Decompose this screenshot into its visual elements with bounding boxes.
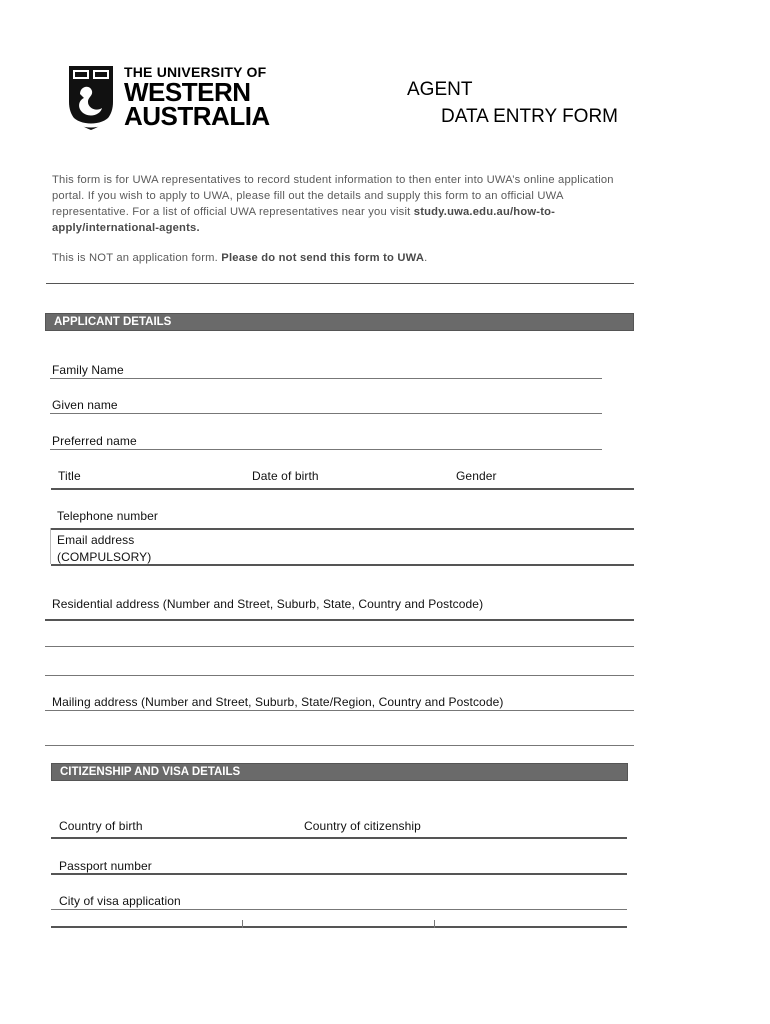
citizenship-section-title: CITIZENSHIP AND VISA DETAILS <box>60 766 241 778</box>
logo-line3: AUSTRALIA <box>124 101 270 131</box>
family-name-label: Family Name <box>52 363 124 377</box>
dob-label: Date of birth <box>252 469 319 483</box>
residential-address-label: Residential address (Number and Street, Suburb, State, Country and Postcode) <box>52 597 484 611</box>
residential-address-line1[interactable] <box>45 619 634 621</box>
intro-paragraph <box>52 172 632 236</box>
mailing-address-line2[interactable] <box>45 745 634 746</box>
title-dob-gender-field[interactable] <box>51 488 634 490</box>
country-field[interactable] <box>51 837 627 839</box>
residential-address-line3[interactable] <box>45 675 634 676</box>
notice-paragraph <box>52 252 427 264</box>
notice-end: . <box>424 252 428 264</box>
citizenship-bottom-rule <box>51 926 627 928</box>
email-field[interactable] <box>51 564 634 566</box>
country-of-birth-label: Country of birth <box>59 819 143 833</box>
given-name-label: Given name <box>52 398 118 412</box>
email-label-line1: Email address <box>57 533 135 547</box>
intro-end: . <box>196 222 200 234</box>
notice-prefix: This is NOT an application form. <box>52 252 222 264</box>
given-name-field[interactable] <box>50 413 602 414</box>
email-label <box>57 532 151 566</box>
form-title-line2: DATA ENTRY FORM <box>441 106 619 127</box>
form-title-line1: AGENT <box>407 79 473 100</box>
applicant-section-header <box>45 313 634 331</box>
preferred-name-field[interactable] <box>50 449 602 450</box>
passport-number-label: Passport number <box>59 859 152 873</box>
residential-address-line2[interactable] <box>45 646 634 647</box>
mailing-address-label: Mailing address (Number and Street, Suburb, State/Region, Country and Postcode) <box>52 695 504 709</box>
country-of-citizenship-label: Country of citizenship <box>304 819 421 833</box>
preferred-name-label: Preferred name <box>52 434 137 448</box>
uwa-logo <box>66 64 270 134</box>
notice-bold: Please do not send this form to UWA <box>221 252 425 264</box>
family-name-field[interactable] <box>50 378 602 379</box>
bottom-cell-divider-1 <box>242 920 243 928</box>
logo-line2: WESTERN <box>124 77 251 107</box>
visa-city-label: City of visa application <box>59 894 181 908</box>
bottom-cell-divider-2 <box>434 920 435 928</box>
telephone-label: Telephone number <box>57 509 159 523</box>
uwa-crest-icon <box>66 64 116 132</box>
logo-wordmark <box>124 64 270 131</box>
applicant-section-title: APPLICANT DETAILS <box>54 316 172 328</box>
email-row-divider-left <box>50 528 51 564</box>
logo-line1: THE UNIVERSITY OF <box>124 64 267 80</box>
intro-text: This form is for UWA representatives to record student information to then enter into UWA’s online application portal. If you wish to apply to UWA, please fill out the details and supply this form to an official UWA representative. For a list of official UWA representatives near you visit <box>52 174 614 218</box>
intro-link[interactable]: study.uwa.edu.au/how-to-apply/international-agents <box>52 206 556 234</box>
title-label: Title <box>58 469 81 483</box>
citizenship-section-header <box>51 763 628 781</box>
passport-number-field[interactable] <box>51 873 627 875</box>
visa-city-field[interactable] <box>51 909 627 910</box>
intro-divider <box>46 283 634 284</box>
email-label-line2: (COMPULSORY) <box>57 550 152 564</box>
mailing-address-line1[interactable] <box>45 710 634 711</box>
gender-label: Gender <box>456 469 497 483</box>
telephone-field[interactable] <box>51 528 634 530</box>
